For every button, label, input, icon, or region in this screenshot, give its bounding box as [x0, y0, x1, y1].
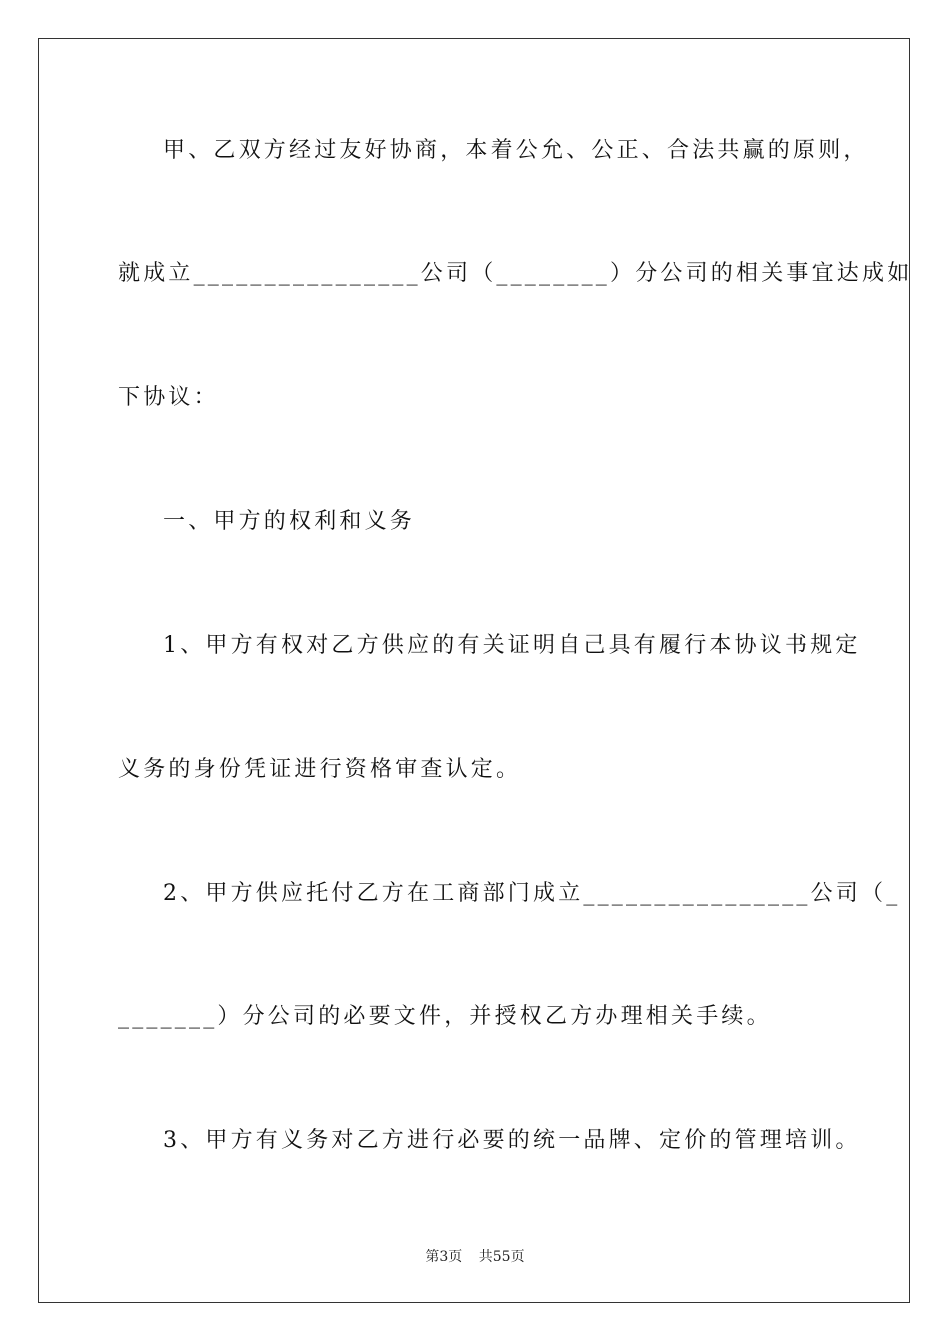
total-pages: 共55页 — [478, 1249, 525, 1265]
paragraph-line: 3、甲方有义务对乙方进行必要的统一品牌、定价的管理培训。 — [163, 1128, 861, 1153]
paragraph-line: 义务的身份凭证进行资格审查认定。 — [118, 757, 522, 782]
section-heading: 一、甲方的权利和义务 — [163, 509, 416, 534]
page-number: 第3页 — [425, 1249, 463, 1265]
paragraph-line: _______）分公司的必要文件，并授权乙方办理相关手续。 — [118, 1004, 772, 1029]
page-footer — [0, 1248, 950, 1266]
paragraph-line: 就成立________________公司（________）分公司的相关事宜达成如 — [118, 261, 913, 286]
paragraph-line: 下协议： — [118, 385, 219, 410]
paragraph-line: 2、甲方供应托付乙方在工商部门成立________________公司（_ — [163, 881, 901, 906]
paragraph-line: 1、甲方有权对乙方供应的有关证明自己具有履行本协议书规定 — [163, 633, 861, 658]
page-border — [38, 38, 913, 1303]
paragraph-line: 甲、乙双方经过友好协商，本着公允、公正、合法共赢的原则， — [163, 138, 869, 163]
